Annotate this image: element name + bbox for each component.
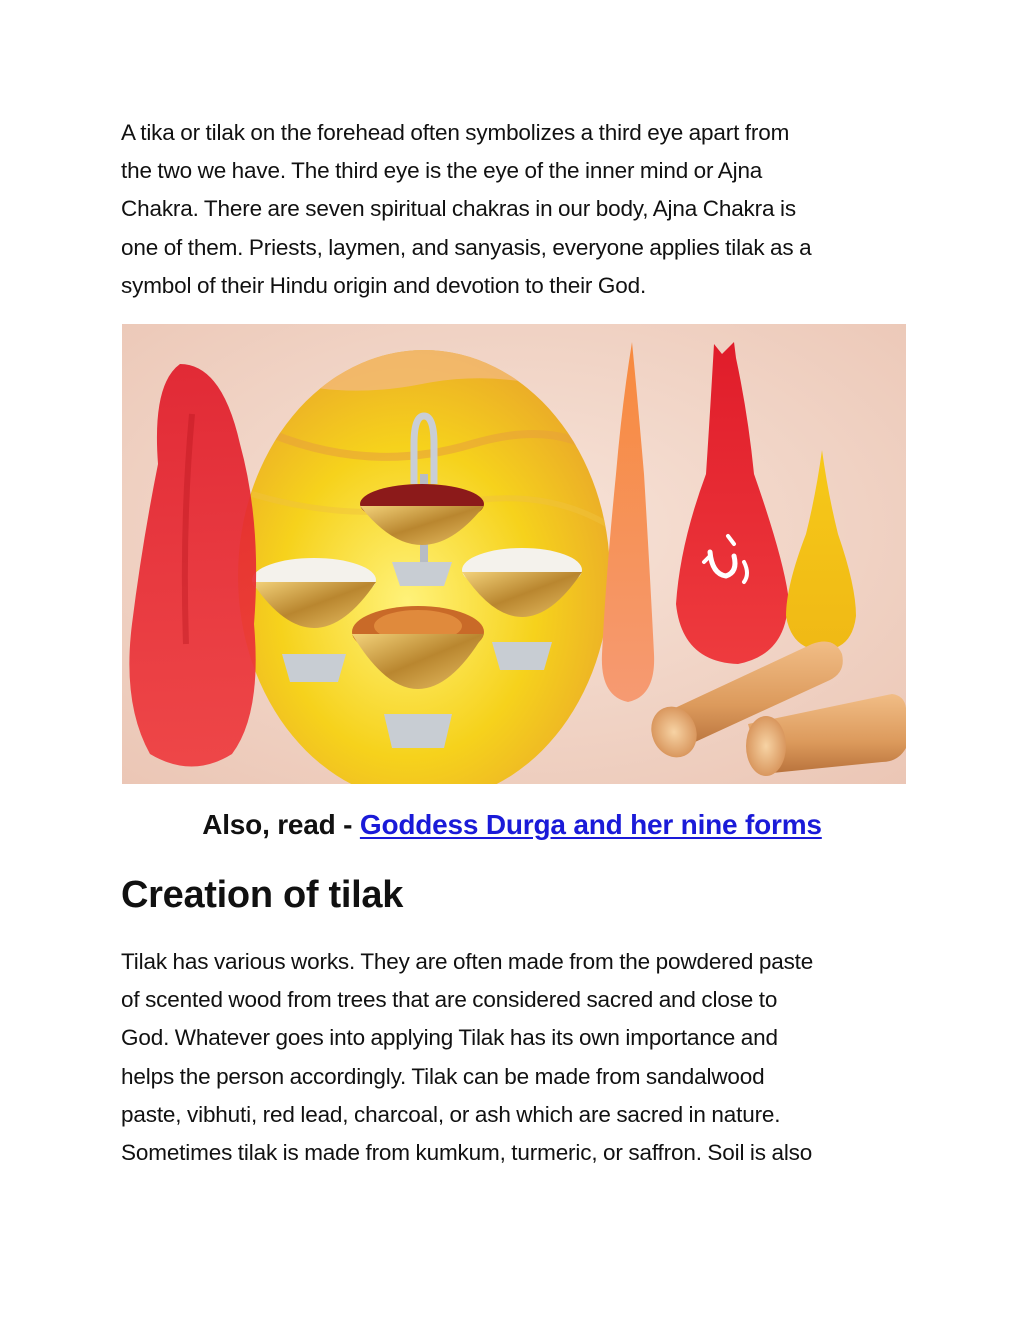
intro-line: symbol of their Hindu origin and devotion to their God.: [121, 272, 647, 298]
intro-line: one of them. Priests, laymen, and sanyasis, everyone applies tilak as a: [121, 234, 812, 260]
section-line: God. Whatever goes into applying Tilak has its own importance and: [121, 1025, 778, 1051]
intro-line: A tika or tilak on the forehead often symbolizes a third eye apart from: [121, 120, 790, 145]
section-heading: Creation of tilak: [121, 874, 404, 916]
intro-line: the two we have. The third eye is the eye of the inner mind or Ajna: [121, 158, 763, 184]
tilak-illustration-graphic: [122, 324, 906, 784]
section-line: paste, vibhuti, red lead, charcoal, or ash which are sacred in nature.: [121, 1101, 781, 1127]
intro-line: Chakra. There are seven spiritual chakras in our body, Ajna Chakra is: [121, 196, 796, 222]
section-line: Tilak has various works. They are often made from the powdered paste: [121, 949, 814, 974]
section-line: of scented wood from trees that are considered sacred and close to: [121, 987, 778, 1013]
also-read-line: [0, 802, 1024, 848]
intro-paragraph: [121, 114, 911, 305]
section-line: helps the person accordingly. Tilak can be made from sandalwood: [121, 1063, 765, 1089]
tilak-illustration: [122, 324, 906, 784]
durga-article-link[interactable]: Goddess Durga and her nine forms: [359, 809, 822, 840]
section-paragraph: [121, 943, 911, 1172]
also-read-prefix: Also, read -: [202, 809, 353, 840]
section-line: Sometimes tilak is made from kumkum, turmeric, or saffron. Soil is also: [121, 1140, 813, 1166]
